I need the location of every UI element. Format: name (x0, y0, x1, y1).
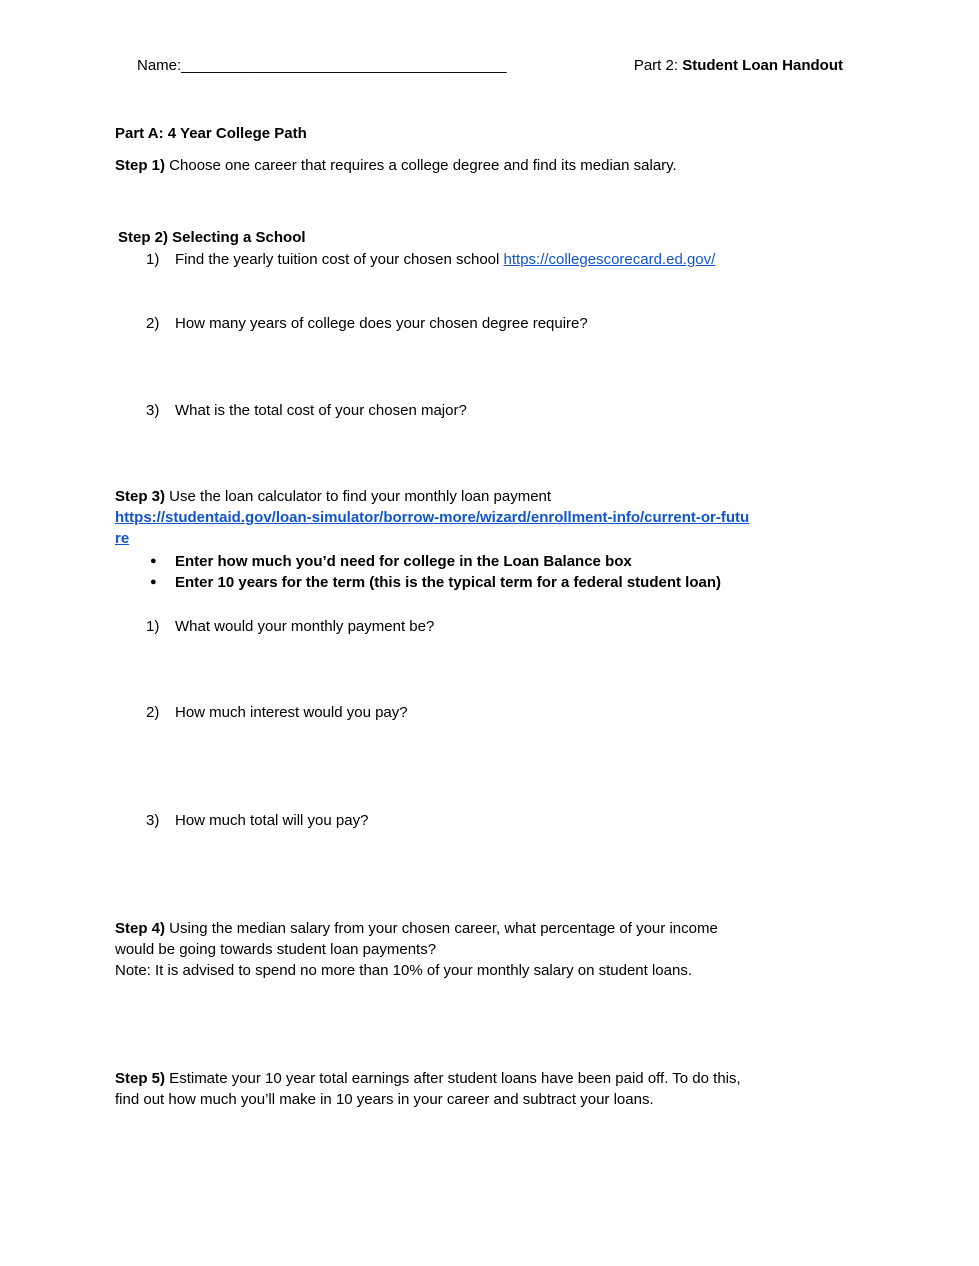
step3-text: Use the loan calculator to find your monthly loan payment (165, 488, 552, 505)
step3-paragraph (115, 486, 864, 549)
part-title: Student Loan Handout (682, 57, 843, 74)
step2-item-1 (146, 249, 864, 270)
step3-label: Step 3) (115, 488, 166, 505)
step3-question-3-text: How much total will you pay? (175, 812, 369, 829)
step4-paragraph (115, 897, 864, 981)
studentaid-loan-simulator-link[interactable] (115, 509, 749, 547)
step4-label: Step 4) (115, 920, 166, 937)
studentaid-link-line2: re (115, 530, 130, 547)
step5-text: Estimate your 10 year total earnings after student loans have been paid off. To do this, find out how much you’ll make in 10 years in your career and subtract your loans. (115, 1070, 741, 1108)
step2-item-2 (146, 313, 864, 334)
step3-question-2-text: How much interest would you pay? (175, 704, 408, 721)
step2-item-1-text (175, 249, 715, 270)
step5-paragraph (115, 1047, 864, 1110)
list-number: 3) (146, 812, 160, 829)
name-label: Name: (137, 57, 182, 74)
bullet-item-2 (150, 572, 864, 593)
step3-question-2 (146, 702, 864, 723)
step2-item-3-question: What is the total cost of your chosen major? (175, 402, 467, 419)
doc-header (137, 55, 843, 76)
step1-paragraph (115, 155, 864, 176)
list-number: 2) (146, 315, 160, 332)
bullet-2-text: Enter 10 years for the term (this is the typical term for a federal student loan) (175, 574, 721, 591)
studentaid-link-line1: https://studentaid.gov/loan-simulator/borrow-more/wizard/enrollment-info/current-or-futu (115, 509, 750, 526)
step4-text: Using the median salary from your chosen career, what percentage of your income would be going towards student loan payments? Note: It is advised to spend no more than 10% of your monthly salary on student loans. (115, 920, 718, 979)
section-a-title: Part A: 4 Year College Path (115, 125, 307, 142)
part-label: Part 2: (633, 57, 683, 74)
collegescorecard-link[interactable]: https://collegescorecard.ed.gov/ (503, 251, 716, 268)
bullet-1-text: Enter how much you’d need for college in the Loan Balance box (175, 553, 632, 570)
name-blank-line: _______________________________________ (181, 57, 507, 74)
list-number: 2) (146, 704, 160, 721)
list-number: 1) (146, 251, 160, 268)
step2-item-3 (146, 400, 864, 421)
bullet-icon: ● (150, 555, 157, 567)
bullet-icon: ● (150, 576, 157, 588)
list-number: 1) (146, 618, 160, 635)
bullet-item-1 (150, 551, 864, 572)
list-number: 3) (146, 402, 160, 419)
step1-text: Choose one career that requires a college degree and find its median salary. (165, 157, 677, 174)
step2-item-1-question: Find the yearly tuition cost of your chosen school (175, 251, 504, 268)
step3-question-1-text: What would your monthly payment be? (175, 618, 435, 635)
step3-bullets (115, 551, 864, 593)
step3-question-1 (146, 616, 864, 637)
part-line (634, 55, 843, 76)
step5-label: Step 5) (115, 1070, 166, 1087)
step2-item-2-question: How many years of college does your chosen degree require? (175, 315, 588, 332)
name-line (137, 55, 507, 76)
step3-question-3 (146, 810, 864, 831)
step1-label: Step 1) (115, 157, 166, 174)
step2-heading: Step 2) Selecting a School (118, 229, 306, 246)
